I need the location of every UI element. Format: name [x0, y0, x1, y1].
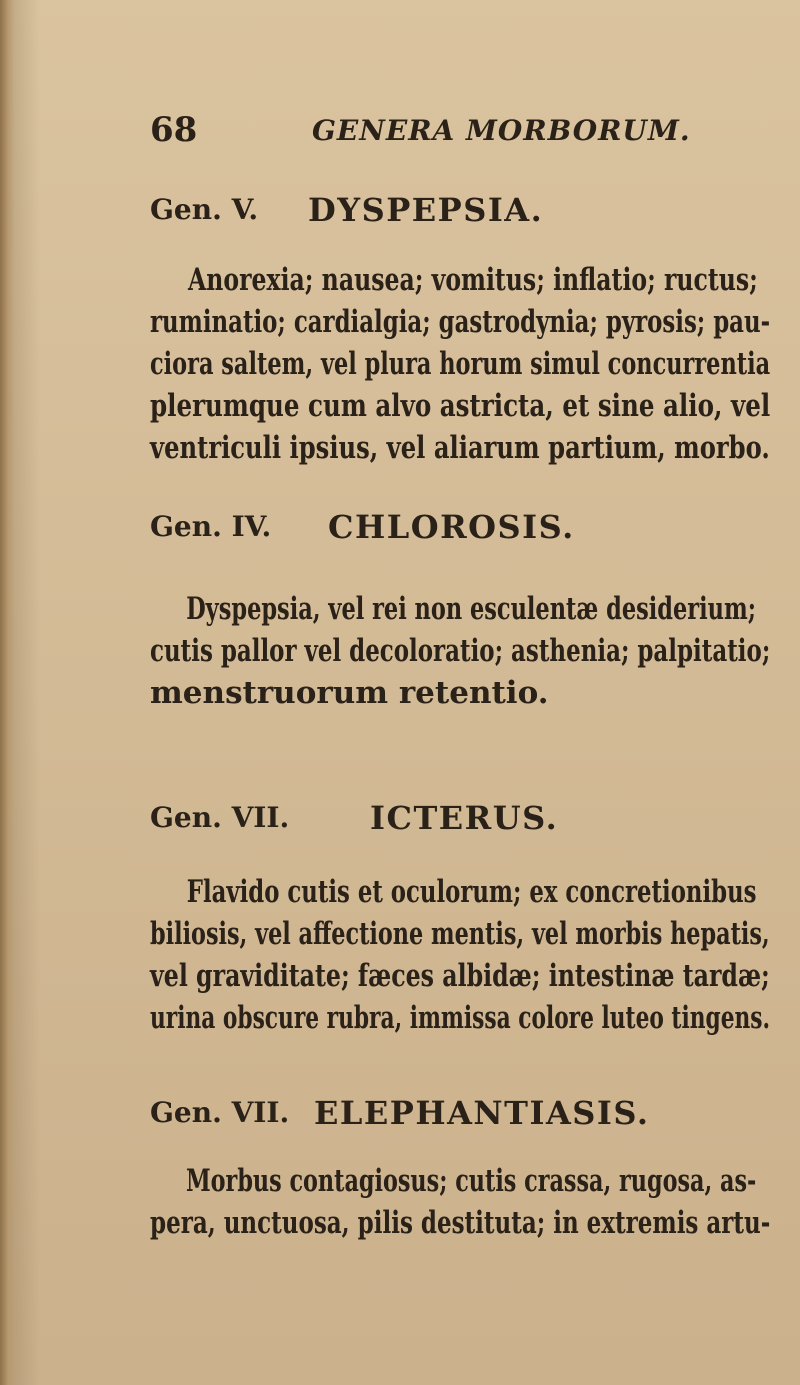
- page-edge: [0, 0, 14, 1385]
- genus-name: DYSPEPSIA.: [308, 191, 544, 229]
- text-line: Morbus contagiosus; cutis crassa, rugosa, as-: [185, 1163, 757, 1199]
- genus-name: CHLOROSIS.: [328, 508, 575, 546]
- text-line: menstruorum retentio.: [150, 675, 549, 711]
- genus-number: Gen. VII.: [150, 1096, 290, 1129]
- genus-description: [150, 871, 770, 1039]
- genus-description: [150, 588, 770, 714]
- genus-number: Gen. IV.: [150, 510, 272, 543]
- genus-heading: [150, 1096, 770, 1136]
- text-line: ventriculi ipsius, vel aliarum partium, morbo.: [150, 430, 770, 466]
- text-line: plerumque cum alvo astricta, et sine alio, vel: [150, 388, 771, 424]
- genus-description: [150, 1160, 770, 1244]
- text-line: urina obscure rubra, immissa colore luteo tingens.: [150, 1000, 771, 1036]
- page-number: 68: [150, 110, 198, 150]
- text-line: ciora saltem, vel plura horum simul concurrentia: [150, 346, 771, 382]
- text-line: Flavido cutis et oculorum; ex concretionibus: [186, 874, 757, 910]
- genus-number: Gen. V.: [150, 193, 259, 226]
- genus-name: ICTERUS.: [370, 799, 559, 837]
- genus-number: Gen. VII.: [150, 801, 290, 834]
- text-line: vel graviditate; fæces albidæ; intestinæ tardæ;: [150, 958, 770, 994]
- text-line: cutis pallor vel decoloratio; asthenia; palpitatio;: [150, 633, 771, 669]
- genus-heading: [150, 193, 770, 233]
- running-head: [150, 110, 770, 150]
- text-line: pera, unctuosa, pilis destituta; in extremis artu-: [150, 1205, 771, 1241]
- genus-description: [150, 259, 770, 469]
- text-line: ruminatio; cardialgia; gastrodynia; pyrosis; pau-: [150, 304, 771, 340]
- text-line: Dyspepsia, vel rei non esculentæ desiderium;: [186, 591, 756, 627]
- text-line: biliosis, vel affectione mentis, vel morbis hepatis,: [150, 916, 770, 952]
- genus-name: ELEPHANTIASIS.: [314, 1094, 650, 1132]
- running-title: GENERA MORBORUM.: [312, 114, 691, 147]
- genus-heading: [150, 801, 770, 841]
- genus-heading: [150, 510, 770, 550]
- text-line: Anorexia; nausea; vomitus; inflatio; ructus;: [188, 262, 758, 298]
